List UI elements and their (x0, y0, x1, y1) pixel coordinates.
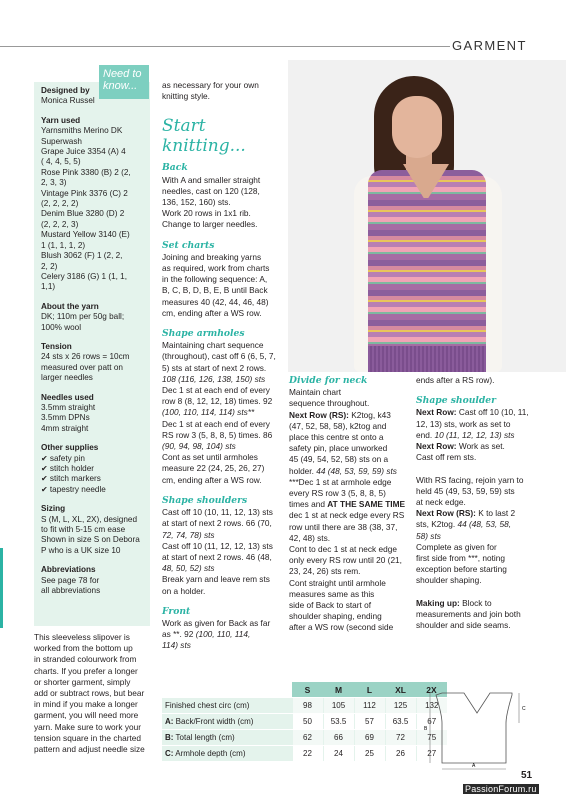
row-label: A: Back/Front width (cm) (162, 714, 292, 730)
table-cell: 63.5 (385, 714, 416, 730)
table-cell: 98 (292, 698, 323, 714)
list-item: ✔ tapestry needle (41, 484, 106, 494)
table-header-row (162, 682, 447, 698)
designed-by-heading: Designed by (41, 86, 90, 95)
shoulders-text: Cast off 10 (10, 11, 12, 13) sts at start of next 2 rows. 66 (70, 72, 74, 78) sts Cast off 10 (11, 12, 12, 13) sts at start of next 2 rows. 46 (48, 48, 50, 52) sts Break yarn and leave rem sts on a holder. (162, 507, 273, 596)
table-cell: 25 (354, 746, 385, 762)
table-cell: 105 (323, 698, 354, 714)
start-knitting-title: Start knitting... (162, 116, 246, 157)
table-cell: 53.5 (323, 714, 354, 730)
supplies-list (41, 454, 143, 496)
model-face (392, 96, 442, 158)
front-text: Work as given for Back as far as **. 92 (100, 110, 114, 114) sts (162, 617, 271, 651)
table-cell: 27 (416, 746, 447, 762)
size-header: 2X (416, 682, 447, 698)
back-text: With A and smaller straight needles, cast on 120 (128, 136, 152, 160) sts. Work 20 rows in 1x1 rib. Change to larger needles. (162, 174, 261, 230)
set-charts-text: Joining and breaking yarns as required, work from charts in the following sequence: A, B, C, B, D, B, E, B until Back measures 40 (42, 44, 46, 48) cm, ending after a WS row. (162, 251, 270, 318)
shape-shoulders-heading: Shape shoulders (162, 494, 248, 506)
abbreviations-text: See page 78 for all abbreviations (41, 575, 101, 596)
table-cell: 26 (385, 746, 416, 762)
fairisle-slipover (368, 170, 486, 372)
table-row (162, 714, 447, 730)
need-to-know-tab: Need to know... (99, 65, 149, 99)
designed-by-text: Monica Russel (41, 96, 95, 106)
table-cell: 62 (292, 730, 323, 746)
table-row (162, 698, 447, 714)
size-header: S (292, 682, 323, 698)
sizing-text: S (M, L, XL, 2X), designed to fit with 5-15 cm ease Shown in size S on Debora P who is a UK size 10 (41, 514, 140, 555)
dimension-b-label: B (424, 726, 428, 732)
slipover-rib-hem (368, 346, 486, 372)
tension-heading: Tension (41, 341, 72, 351)
check-icon: ✔ (41, 453, 48, 463)
table-cell: 57 (354, 714, 385, 730)
page-number: 51 (521, 770, 533, 781)
divide-for-neck-heading: Divide for neck (289, 375, 368, 386)
supplies-heading: Other supplies (41, 443, 99, 453)
size-header: XL (385, 682, 416, 698)
needles-text: 3.5mm straight 3.5mm DPNs 4mm straight (41, 402, 96, 433)
row-label: Finished chest circ (cm) (162, 698, 292, 714)
tension-text: 24 sts x 26 rows = 10cm measured over patt on larger needles (41, 352, 130, 383)
list-item: ✔ stitch holder (41, 464, 95, 473)
table-corner (162, 682, 292, 698)
front-heading: Front (162, 605, 191, 617)
abbreviations-heading: Abbreviations (41, 565, 96, 575)
check-icon: ✔ (41, 464, 48, 473)
watermark: PassionForum.ru (465, 784, 537, 794)
back-heading: Back (162, 162, 188, 174)
table-cell: 69 (354, 730, 385, 746)
list-item: ✔ safety pin (41, 453, 85, 463)
needles-heading: Needles used (41, 392, 94, 402)
shape-armholes-heading: Shape armholes (162, 328, 245, 340)
table-cell: 24 (323, 746, 354, 762)
size-header: M (323, 682, 354, 698)
model-photo (288, 60, 566, 372)
intro-continued: as necessary for your own knitting style. (162, 80, 259, 102)
side-accent-bar (0, 548, 3, 628)
instructions-column-2 (162, 80, 280, 652)
table-cell: 67 (416, 714, 447, 730)
table-cell: 50 (292, 714, 323, 730)
about-yarn-heading: About the yarn (41, 301, 99, 311)
neck-continued: ends after a RS row). (416, 375, 495, 385)
table-cell: 72 (385, 730, 416, 746)
size-header: L (354, 682, 385, 698)
shoulder-text: Next Row: Cast off 10 (10, 11, 12, 13) sts, work as set to end. 10 (11, 12, 12, 13) sts Next Row: Work as set. Cast off rem sts. With RS facing, rejoin yarn to held 45 (49, 53, 59, 59) sts at neck edge. Next Row (RS): K to last 2 sts, K2tog. 44 (48, 53, 58, 58) sts Complete as given for first side from ***, noting exception before starting shoulder shaping. Making up: Block to measurements and join both shoulder and side seams. (416, 407, 529, 631)
size-table (162, 681, 447, 762)
table-cell: 75 (416, 730, 447, 746)
instructions-column-3 (289, 375, 409, 634)
dimension-c-label: C (522, 706, 526, 712)
row-label: B: Total length (cm) (162, 730, 292, 746)
instructions-column-4 (416, 375, 534, 631)
set-charts-heading: Set charts (162, 239, 215, 251)
schematic-outline (436, 693, 512, 763)
about-yarn-text: DK; 110m per 50g ball; 100% wool (41, 312, 125, 332)
sizing-heading: Sizing (41, 504, 66, 514)
need-to-know-panel (34, 82, 150, 626)
armholes-text: Maintaining chart sequence (throughout), cast off 6 (6, 5, 7, 5) sts at start of next 2 rows. 108 (116, 126, 138, 150) sts Dec 1 st at each end of every row 8 (8, 12, 12, 18) times. 92 (100, 110, 114, 114) sts** Dec 1 st at each end of every RS row 3 (5, 8, 8, 5) times. 86 (90, 94, 98, 104) sts Cont as set until armholes measure 22 (24, 25, 26, 27) cm, ending after a WS row. (162, 340, 276, 485)
table-cell: 66 (323, 730, 354, 746)
table-row (162, 730, 447, 746)
table-cell: 112 (354, 698, 385, 714)
row-label: C: Armhole depth (cm) (162, 746, 292, 762)
table-cell: 125 (385, 698, 416, 714)
yarn-used-heading: Yarn used (41, 115, 81, 125)
divide-neck-text: Maintain chart sequence throughout. Next Row (RS): K2tog, k43 (47, 52, 58, 58), k2tog and place this centre st onto a safety pin, place unworked 45 (49, 54, 52, 58) sts on a holder. 44 (48, 53, 59, 59) sts ***Dec 1 st at armhole edge every RS row 3 (5, 8, 8, 5) times and AT THE SAME TIME dec 1 st at neck edge every RS row until there are 38 (38, 37, 42, 48) sts. Cont to dec 1 st at neck edge only every RS row until 20 (21, 23, 24, 26) sts rem. Cont straight until armhole measures same as this side of Back to start of shoulder shaping, ending after a WS row (second side (289, 387, 406, 633)
table-row (162, 746, 447, 762)
check-icon: ✔ (41, 474, 48, 484)
shape-shoulder-heading: Shape shoulder (416, 395, 496, 407)
list-item: ✔ stitch markers (41, 474, 101, 484)
dimension-a-label: A (472, 763, 476, 769)
header-rule (0, 46, 450, 47)
check-icon: ✔ (41, 484, 48, 494)
table-cell: 22 (292, 746, 323, 762)
intro-paragraph: This sleeveless slipover is worked from the bottom up in stranded colourwork from charts. If you prefer a longer or shorter garment, simply add or subtract rows, but bear in mind if you make a longer garment, you will need more yarn. Make sure to work your tension square in the charted pattern and adjust needle size (34, 632, 145, 755)
table-cell: 132 (416, 698, 447, 714)
garment-schematic (420, 685, 530, 771)
section-label: GARMENT (452, 38, 527, 53)
yarn-used-text: Yarnsmiths Merino DK Superwash Grape Juice 3354 (A) 4 ( 4, 4, 5, 5) Rose Pink 3380 (B) 2 (2, 2, 3, 3) Vintage Pink 3376 (C) 2 (2, 2, 2, 2) Denim Blue 3280 (D) 2 (2, 2, 2, 3) Mustard Yellow 3140 (E) 1 (1, 1, 1, 2) Blush 3062 (F) 1 (2, 2, 2, 2) Celery 3186 (G) 1 (1, 1, 1,1) (41, 126, 131, 292)
